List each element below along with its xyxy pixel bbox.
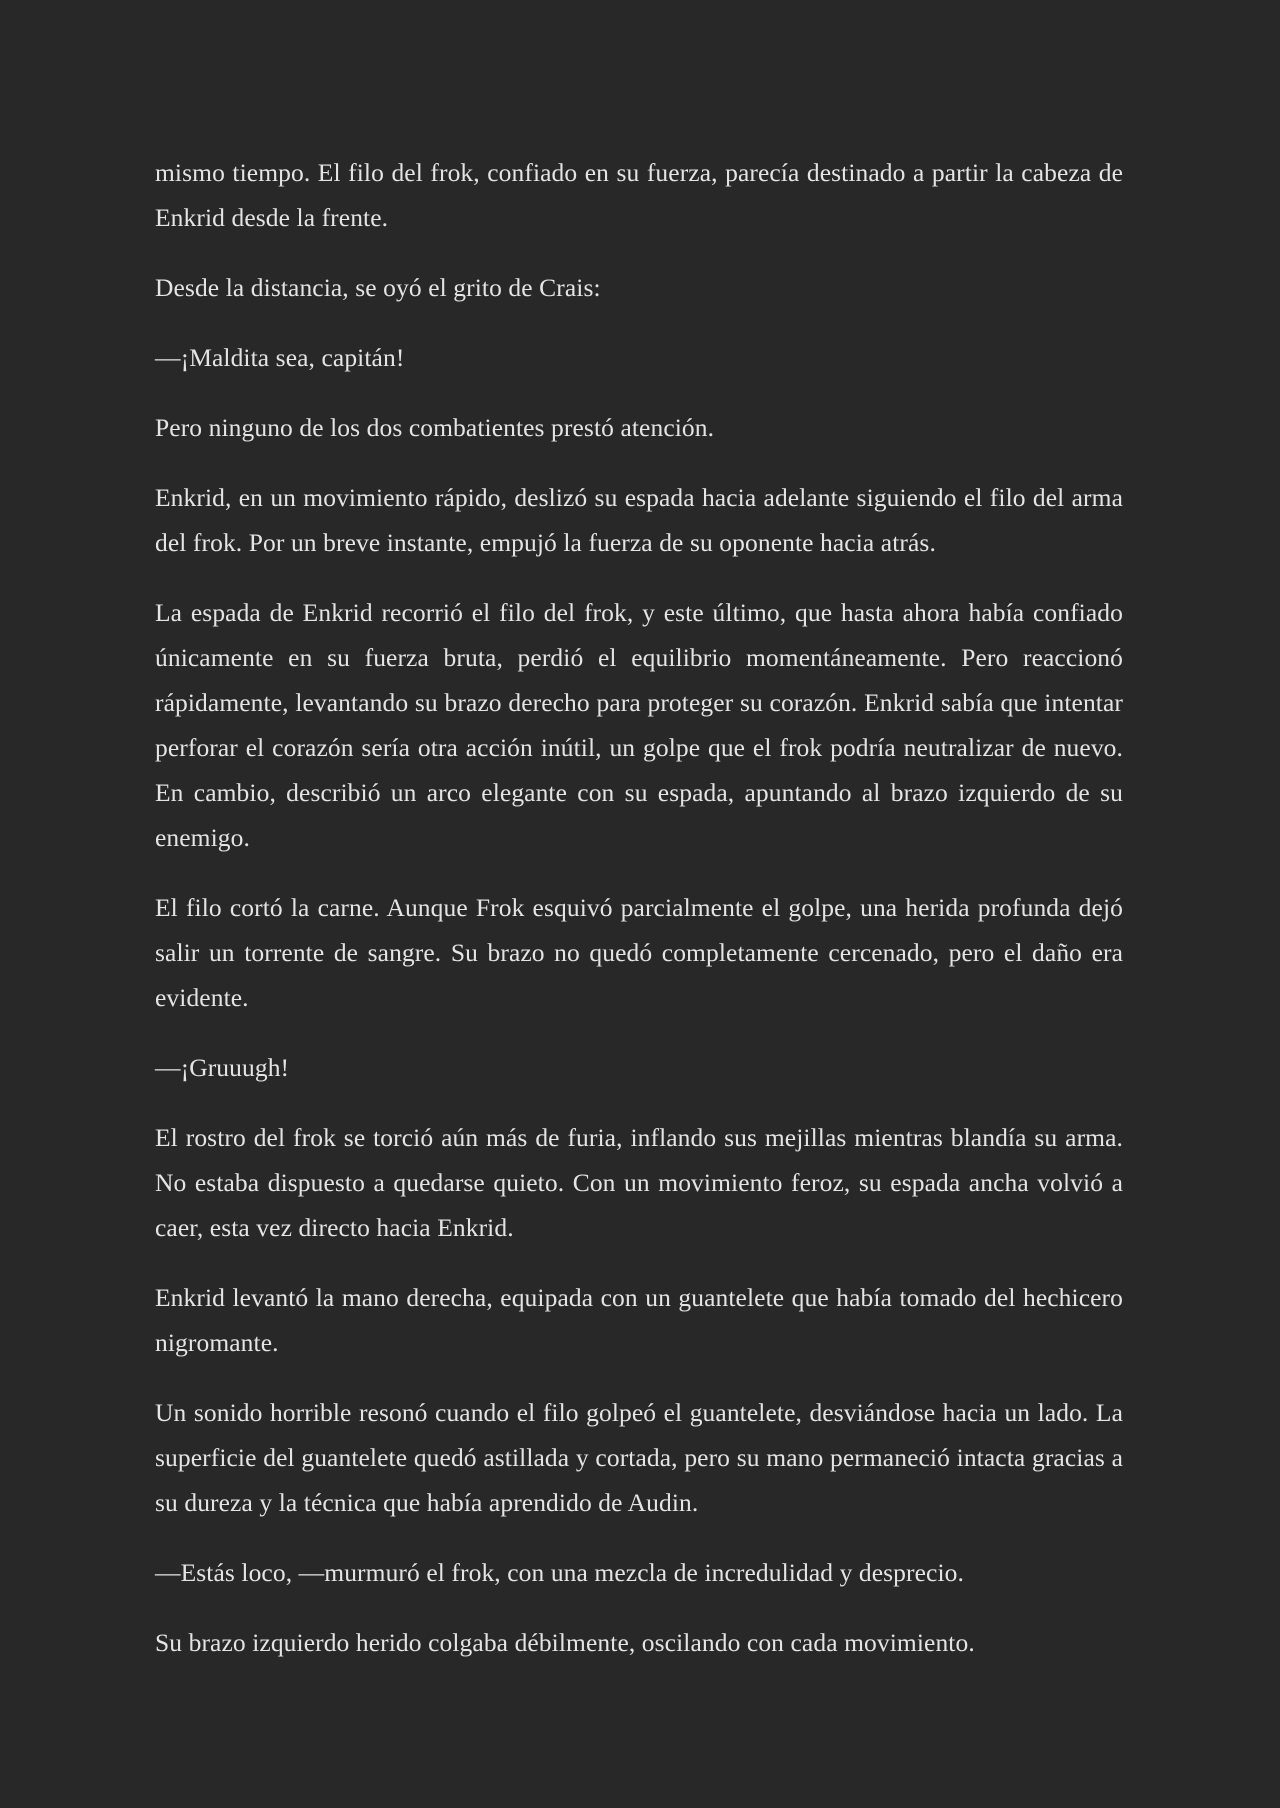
paragraph: Enkrid, en un movimiento rápido, deslizó su espada hacia adelante siguiendo el filo del arma del frok. Por un breve instante, empujó la fuerza de su oponente hacia atrás. (155, 483, 1123, 557)
paragraph: El rostro del frok se torció aún más de furia, inflando sus mejillas mientras blandía su arma. No estaba dispuesto a quedarse quieto. Con un movimiento feroz, su espada ancha volvió a caer, esta vez directo hacia Enkrid. (155, 1123, 1123, 1242)
paragraph: Pero ninguno de los dos combatientes prestó atención. (155, 413, 715, 442)
paragraph: Su brazo izquierdo herido colgaba débilmente, oscilando con cada movimiento. (155, 1628, 975, 1657)
chapter-text (155, 150, 1123, 1690)
dialogue-line: —¡Maldita sea, capitán! (155, 343, 405, 372)
paragraph: El filo cortó la carne. Aunque Frok esquivó parcialmente el golpe, una herida profunda dejó salir un torrente de sangre. Su brazo no quedó completamente cercenado, pero el daño era evidente. (155, 893, 1123, 1012)
paragraph: Desde la distancia, se oyó el grito de Crais: (155, 273, 601, 302)
paragraph: Un sonido horrible resonó cuando el filo golpeó el guantelete, desviándose hacia un lado. La superficie del guantelete quedó astillada y cortada, pero su mano permaneció intacta gracias a su dureza y la técnica que había aprendido de Audin. (155, 1398, 1123, 1517)
paragraph: mismo tiempo. El filo del frok, confiado en su fuerza, parecía destinado a partir la cabeza de Enkrid desde la frente. (155, 158, 1123, 232)
dialogue-line: —¡Gruuugh! (155, 1053, 290, 1082)
paragraph: Enkrid levantó la mano derecha, equipada con un guantelete que había tomado del hechicero nigromante. (155, 1283, 1123, 1357)
dialogue-line: —Estás loco, —murmuró el frok, con una mezcla de incredulidad y desprecio. (155, 1558, 964, 1587)
paragraph: La espada de Enkrid recorrió el filo del frok, y este último, que hasta ahora había confiado únicamente en su fuerza bruta, perdió el equilibrio momentáneamente. Pero reaccionó rápidamente, levantando su brazo derecho para proteger su corazón. Enkrid sabía que intentar perforar el corazón sería otra acción inútil, un golpe que el frok podría neutralizar de nuevo. En cambio, describió un arco elegante con su espada, apuntando al brazo izquierdo de su enemigo. (155, 598, 1123, 852)
